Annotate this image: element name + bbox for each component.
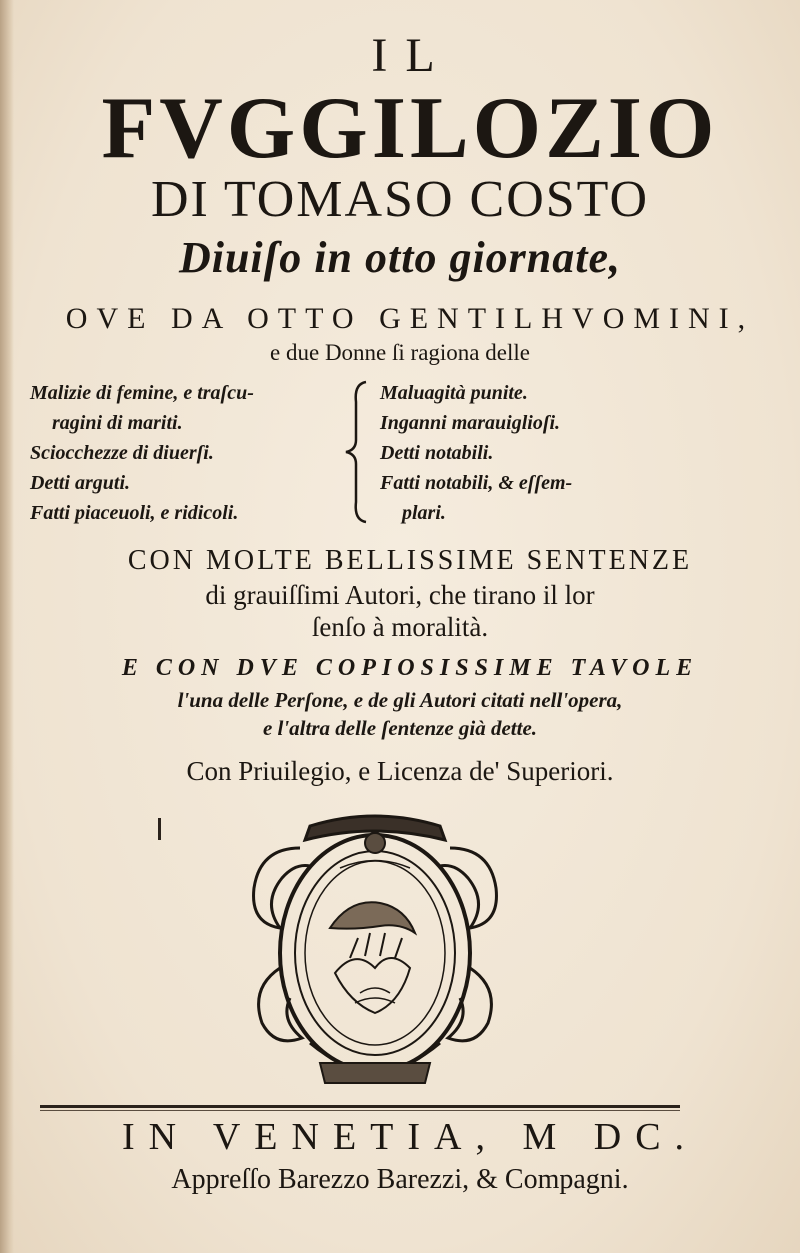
title-article: IL — [371, 29, 453, 82]
brace-icon — [338, 378, 378, 526]
tavole-heading: E CON DVE COPIOSISSIME TAVOLE — [121, 655, 699, 681]
topic-item: Detti arguti. — [30, 472, 131, 494]
ove-line: OVE DA OTTO GENTILHVOMINI, — [65, 302, 755, 335]
topic-item: Fatti notabili, & eſſem- — [380, 472, 573, 494]
topics-list — [30, 378, 690, 528]
privilegio-line: Con Priuilegio, e Licenza de' Superiori. — [186, 756, 614, 786]
topics-right-column — [380, 378, 690, 528]
donne-line: e due Donne ſi ragiona delle — [270, 340, 530, 365]
imprint-printer: Appreſſo Barezzo Barezzi, & Compagni. — [171, 1164, 629, 1195]
sentenze-line: ſenſo à moralità. — [311, 612, 489, 642]
topic-item: Maluagità punite. — [380, 382, 528, 404]
author-line: DI TOMASO COSTO — [150, 171, 650, 228]
ink-mark — [158, 818, 161, 840]
printer-device-woodcut-icon — [240, 808, 510, 1093]
topics-left-column — [30, 378, 330, 528]
topic-item: ragini di mariti. — [52, 412, 183, 434]
divider-rule — [40, 1110, 680, 1111]
topic-item: Sciocchezze di diuerſi. — [30, 442, 214, 464]
imprint-place-date: IN VENETIA, M DC. — [121, 1116, 699, 1158]
sentenze-heading: CON MOLTE BELLISSIME SENTENZE — [127, 545, 693, 576]
topic-item: Detti notabili. — [380, 442, 494, 464]
tavole-line: l'una delle Perſone, e de gli Autori citati nell'opera, — [177, 688, 623, 712]
divider-rule — [40, 1105, 680, 1108]
tavole-line: e l'altra delle ſentenze già dette. — [262, 716, 538, 740]
topic-item: Malizie di femine, e traſcu- — [30, 382, 254, 404]
topic-item: Inganni marauiglioſi. — [380, 412, 561, 434]
subtitle-line: Diuiſo in otto giornate, — [178, 233, 622, 282]
topic-item: plari. — [402, 502, 446, 524]
topic-item: Fatti piaceuoli, e ridicoli. — [30, 502, 239, 524]
book-title: FVGGILOZIO — [101, 80, 719, 177]
sentenze-line: di grauiſſimi Autori, che tirano il lor — [205, 580, 595, 610]
